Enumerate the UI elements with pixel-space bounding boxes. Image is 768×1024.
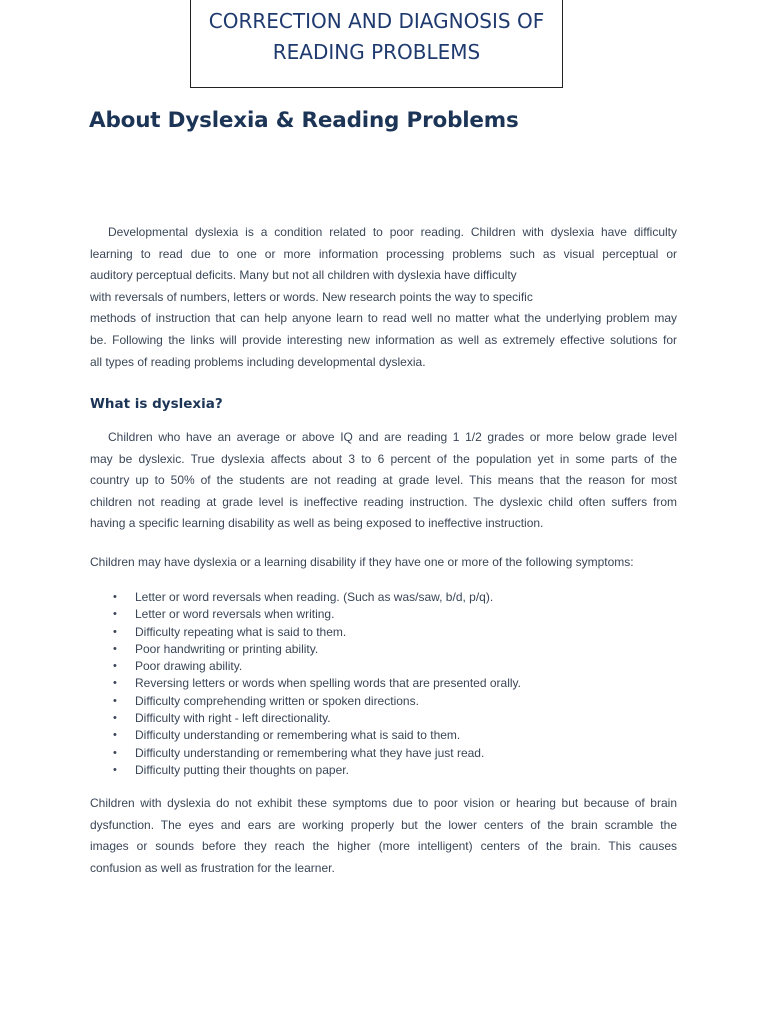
symptoms-intro: Children may have dyslexia or a learning disability if they have one or more of the following symptoms: <box>90 555 634 569</box>
intro-line-5: methods of instruction that can help anyone learn to read well no matter what the underlying problem may <box>90 311 677 326</box>
symptoms-list <box>110 589 521 779</box>
document-title-line-1: CORRECTION AND DIAGNOSIS OF <box>208 9 545 33</box>
bullet-icon: • <box>113 746 117 759</box>
bullet-icon: • <box>113 677 117 690</box>
dyslexia-line-4: children not reading at grade level is ineffective reading instruction. The dyslexic child often suffers from <box>90 494 677 509</box>
intro-line-1: Developmental dyslexia is a condition related to poor reading. Children with dyslexia have difficulty <box>108 225 677 239</box>
intro-line-7: all types of reading problems including developmental dyslexia. <box>90 354 426 369</box>
list-item: • Poor drawing ability. <box>110 658 521 675</box>
list-item: • Difficulty comprehending written or spoken directions. <box>110 693 521 710</box>
list-item: • Difficulty with right - left directionality. <box>110 710 521 727</box>
page-heading: About Dyslexia & Reading Problems <box>89 108 519 133</box>
dyslexia-paragraph <box>90 427 677 535</box>
closing-line-3: images or sounds before they reach the higher (more intelligent) centers of the brain. This causes <box>90 839 677 854</box>
bullet-icon: • <box>113 591 117 603</box>
bullet-icon: • <box>113 625 117 638</box>
list-item: • Difficulty putting their thoughts on paper. <box>110 762 521 779</box>
list-item: • Poor handwriting or printing ability. <box>110 641 521 658</box>
list-item: • Difficulty understanding or remembering what is said to them. <box>110 727 521 744</box>
bullet-icon: • <box>113 694 117 707</box>
intro-line-4: with reversals of numbers, letters or words. New research points the way to specific <box>90 289 533 304</box>
intro-line-3: auditory perceptual deficits. Many but not all children with dyslexia have difficulty <box>90 268 517 283</box>
list-item: • Letter or word reversals when writing. <box>110 606 521 623</box>
bullet-icon: • <box>113 642 117 655</box>
list-item: • Difficulty repeating what is said to them. <box>110 624 521 641</box>
bullet-icon: • <box>113 729 117 742</box>
closing-line-4: confusion as well as frustration for the learner. <box>90 860 335 875</box>
bullet-icon: • <box>113 660 117 673</box>
document-title-box <box>190 0 563 88</box>
section-heading-what-is-dyslexia: What is dyslexia? <box>90 396 223 412</box>
closing-paragraph <box>90 793 677 879</box>
bullet-icon: • <box>113 608 117 621</box>
bullet-icon: • <box>113 712 117 725</box>
dyslexia-line-3: country up to 50% of the students are not reading at grade level. This means that the reason for most <box>90 473 677 488</box>
list-item: • Difficulty understanding or remembering what they have just read. <box>110 745 521 762</box>
list-item: • Reversing letters or words when spelling words that are presented orally. <box>110 675 521 692</box>
intro-line-6: be. Following the links will provide interesting new information as well as extremely effective solutions for <box>90 332 677 347</box>
list-item: • Letter or word reversals when reading. (Such as was/saw, b/d, p/q). <box>110 589 521 606</box>
bullet-icon: • <box>113 763 117 776</box>
closing-line-2: dysfunction. The eyes and ears are working properly but the lower centers of the brain scramble the <box>90 817 677 832</box>
document-title-line-2: READING PROBLEMS <box>272 40 481 64</box>
dyslexia-line-1: Children who have an average or above IQ and are reading 1 1/2 grades or more below grade level <box>108 430 677 444</box>
closing-line-1: Children with dyslexia do not exhibit these symptoms due to poor vision or hearing but because of brain <box>90 796 677 810</box>
dyslexia-line-5: having a specific learning disability as well as being exposed to ineffective instruction. <box>90 516 544 531</box>
intro-line-2: learning to read due to one or more information processing problems such as visual perceptual or <box>90 246 677 261</box>
dyslexia-line-2: may be dyslexic. True dyslexia affects about 3 to 6 percent of the population yet in some parts of the <box>90 451 677 466</box>
intro-paragraph <box>90 222 677 373</box>
